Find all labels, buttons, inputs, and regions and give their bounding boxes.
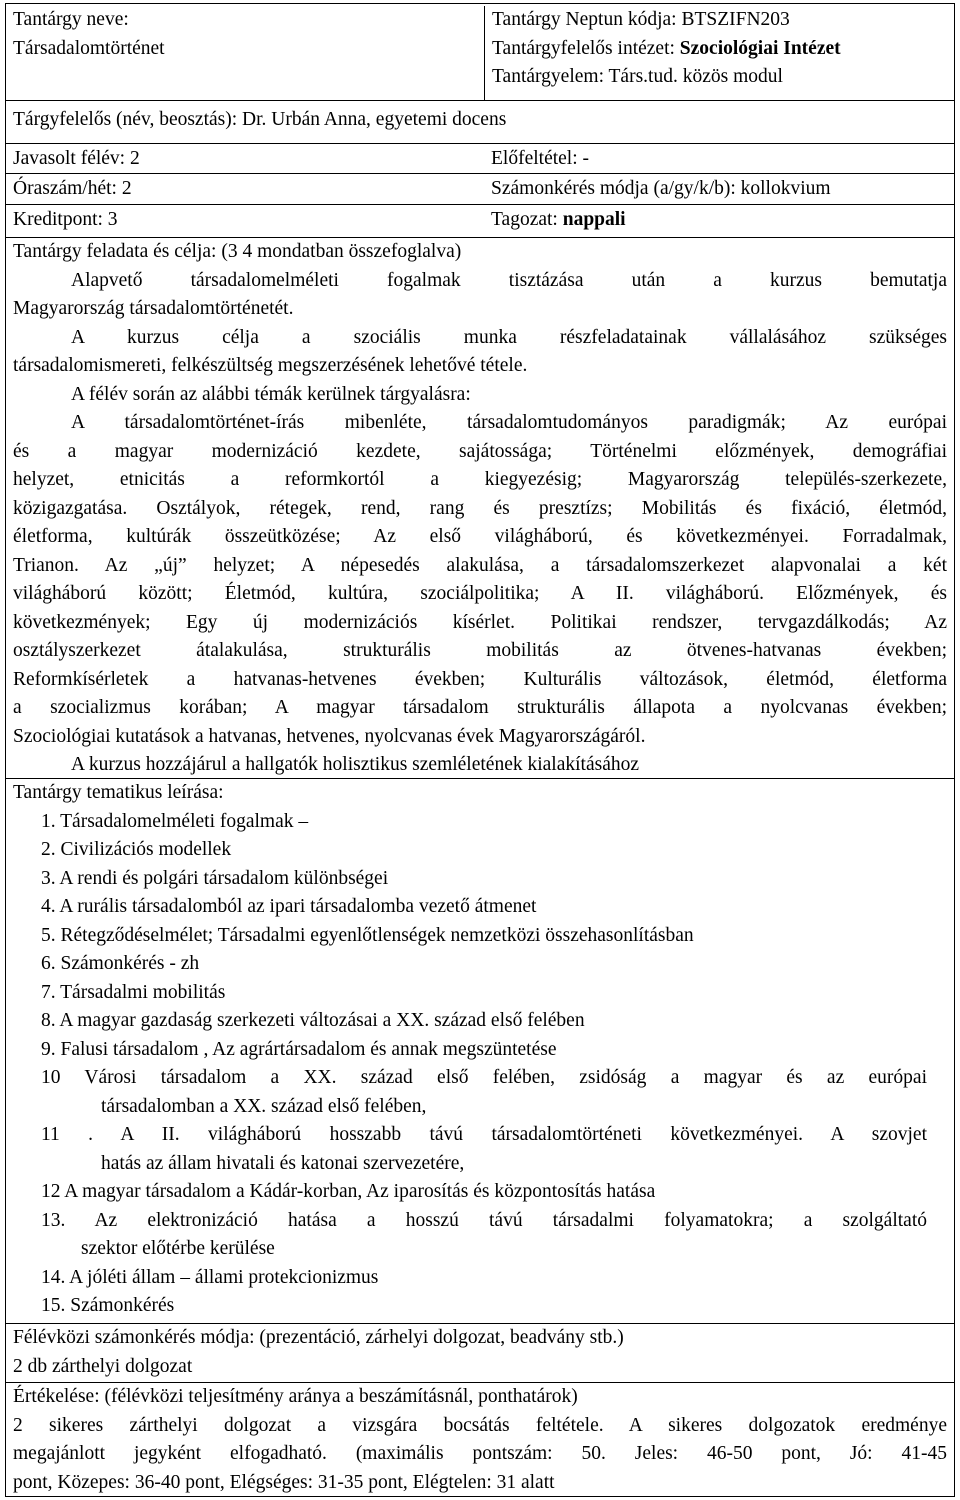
- topic-item-10-line2: társadalomban a XX. század első felében,: [101, 1095, 427, 1117]
- topics-line: életforma, kultúrák összeütközése; Az első világháború, és következményei. Forradalmak,: [13, 526, 947, 547]
- topics-line: osztályszerkezet átalakulása, strukturális mobilitás az ötvenes-hatvanas években;: [13, 640, 947, 661]
- midterm-value: 2 db zárthelyi dolgozat: [13, 1355, 193, 1377]
- neptun-code: Tantárgy Neptun kódja: BTSZIFN203: [492, 9, 790, 30]
- topic-item: 5. Rétegződéselmélet; Társadalmi egyenlőtlenségek nemzetközi összehasonlításban: [41, 924, 694, 946]
- exam-mode: Számonkérés módja (a/gy/k/b): kollokvium: [491, 178, 831, 199]
- institute: Tantárgyfelelős intézet: Szociológiai Intézet: [492, 37, 841, 59]
- subject-label: Tantárgy neve:: [13, 9, 129, 30]
- topics-line: közigazgatása. Osztályok, rétegek, rend, rang és presztízs; Mobilitás és fixáció, életmód,: [13, 497, 947, 519]
- topic-item-11-line2: hatás az állam hivatali és katonai szervezetére,: [101, 1152, 465, 1174]
- topics-last-line: Szociológiai kutatások a hatvanas, hetvenes, nyolcvanas évek Magyarországáról.: [13, 725, 646, 747]
- topic-item: 4. A rurális társadalomból az ipari társadalomba vezető átmenet: [41, 896, 537, 917]
- topic-item: 8. A magyar gazdaság szerkezeti változásai a XX. század első felében: [41, 1010, 585, 1031]
- goal-p4: A kurzus hozzájárul a hallgatók holisztikus szemléletének kialakításához: [71, 754, 640, 775]
- header-section: [5, 3, 955, 101]
- topics-line: A társadalomtörténet-írás mibenléte, társadalomtudományos paradigmák; Az európai: [71, 412, 947, 433]
- subject-meta-cell: [484, 6, 954, 100]
- topic-item: 7. Társadalmi mobilitás: [41, 981, 226, 1003]
- topics-line: világháború között; Életmód, kultúra, szociálpolitika; A II. világháború. Előzmények, és: [13, 583, 947, 604]
- evaluation-section: [5, 1382, 955, 1497]
- hours-per-week: Óraszám/hét: 2: [13, 178, 132, 199]
- credits: Kreditpont: 3: [13, 209, 118, 230]
- topic-item-12: 12 A magyar társadalom a Kádár-korban, Az iparosítás és központosítás hatása: [41, 1181, 656, 1202]
- midterm-body: [6, 1324, 954, 1381]
- topic-item-15: 15. Számonkérés: [41, 1295, 175, 1316]
- goal-heading: Tantárgy feladata és célja: (3 4 mondatban összefoglalva): [13, 241, 462, 262]
- track-value: nappali: [562, 209, 626, 230]
- topics-section: [5, 778, 955, 1324]
- topics-line: Trianon. Az „új” helyzet; A népesedés alakulása, a társadalomszerkezet alapvonalai a két: [13, 554, 947, 576]
- institute-value: Szociológiai Intézet: [679, 37, 841, 59]
- midterm-section: [5, 1323, 955, 1383]
- topics-heading: Tantárgy tematikus leírása:: [13, 782, 224, 803]
- topic-item: 9. Falusi társadalom , Az agrártársadalom és annak megszüntetése: [41, 1038, 557, 1060]
- topics-body: [6, 779, 954, 1321]
- topic-item-10-line1: 10 Városi társadalom a XX. század első felében, zsidóság a magyar és az európai: [41, 1067, 927, 1088]
- subject-element: Tantárgyelem: Társ.tud. közös modul: [492, 66, 783, 87]
- topics-line: a szocializmus korában; A magyar társadalom strukturális állapota a nyolcvanas években;: [13, 697, 947, 718]
- topic-item-11-line1: 11 . A II. világháború hosszabb távú társadalomtörténeti következményei. A szovjet: [41, 1124, 927, 1145]
- topic-item: 1. Társadalomelméleti fogalmak –: [41, 810, 309, 832]
- info-section: [5, 143, 955, 238]
- semester: Javasolt félév: 2: [13, 148, 140, 169]
- topic-item-14: 14. A jóléti állam – állami protekcionizmus: [41, 1266, 379, 1288]
- track: Tagozat: nappali: [491, 209, 626, 230]
- topic-item: 2. Civilizációs modellek: [41, 839, 232, 860]
- goal-section: [5, 237, 955, 779]
- topic-item: 6. Számonkérés - zh: [41, 953, 200, 974]
- goal-p2-line1: A kurzus célja a szociális munka részfeladatainak vállalásához szükséges: [71, 326, 947, 348]
- goal-body: [6, 238, 954, 780]
- evaluation-body: [6, 1383, 954, 1497]
- topic-item-13-line2: szektor előtérbe kerülése: [81, 1238, 275, 1259]
- responsible-person: Tárgyfelelős (név, beosztás): Dr. Urbán Anna, egyetemi docens: [13, 109, 507, 130]
- midterm-heading: Félévközi számonkérés módja: (prezentáció, zárhelyi dolgozat, beadvány stb.): [13, 1327, 624, 1348]
- goal-p3: A félév során az alábbi témák kerülnek tárgyalásra:: [71, 383, 471, 405]
- goal-p1-line2: Magyarország társadalomtörténetét.: [13, 298, 294, 319]
- evaluation-line: pont, Közepes: 36-40 pont, Elégséges: 31-35 pont, Elégtelen: 31 alatt: [13, 1471, 555, 1493]
- topic-item-13-line1: 13. Az elektronizáció hatása a hosszú távú társadalmi folyamatokra; a szolgáltató: [41, 1209, 927, 1231]
- topics-line: helyzet, etnicitás a reformkortól a kiegyezésig; Magyarország település-szerkezete,: [13, 469, 947, 490]
- evaluation-line: megajánlott jegyként elfogadható. (maximális pontszám: 50. Jeles: 46-50 pont, Jó: 41-45: [13, 1443, 947, 1464]
- evaluation-heading: Értékelése: (félévközi teljesítmény aránya a beszámításnál, ponthatárok): [13, 1386, 578, 1407]
- topics-line: és a magyar modernizáció kezdete, sajátossága; Történelmi előzmények, demográfiai: [13, 440, 947, 462]
- goal-p2-line2: társadalomismereti, felkészültség megszerzésének lehetővé tétele.: [13, 355, 528, 376]
- prerequisite: Előfeltétel: -: [491, 148, 589, 169]
- goal-p1-line1: Alapvető társadalomelméleti fogalmak tisztázása után a kurzus bemutatja: [71, 269, 947, 291]
- responsible-section: [5, 100, 955, 144]
- topics-line: következmények; Egy új modernizációs kísérlet. Politikai rendszer, tervgazdálkodás; Az: [13, 611, 947, 633]
- evaluation-line: 2 sikeres zárthelyi dolgozat a vizsgára bocsátás feltétele. A sikeres dolgozatok eredménye: [13, 1414, 947, 1436]
- topics-line: Reformkísérletek a hatvanas-hetvenes években; Kulturális változások, életmód, életforma: [13, 668, 947, 690]
- subject-cell: [6, 6, 486, 63]
- topic-item: 3. A rendi és polgári társadalom különbségei: [41, 867, 389, 889]
- subject-name: Társadalomtörténet: [13, 37, 165, 59]
